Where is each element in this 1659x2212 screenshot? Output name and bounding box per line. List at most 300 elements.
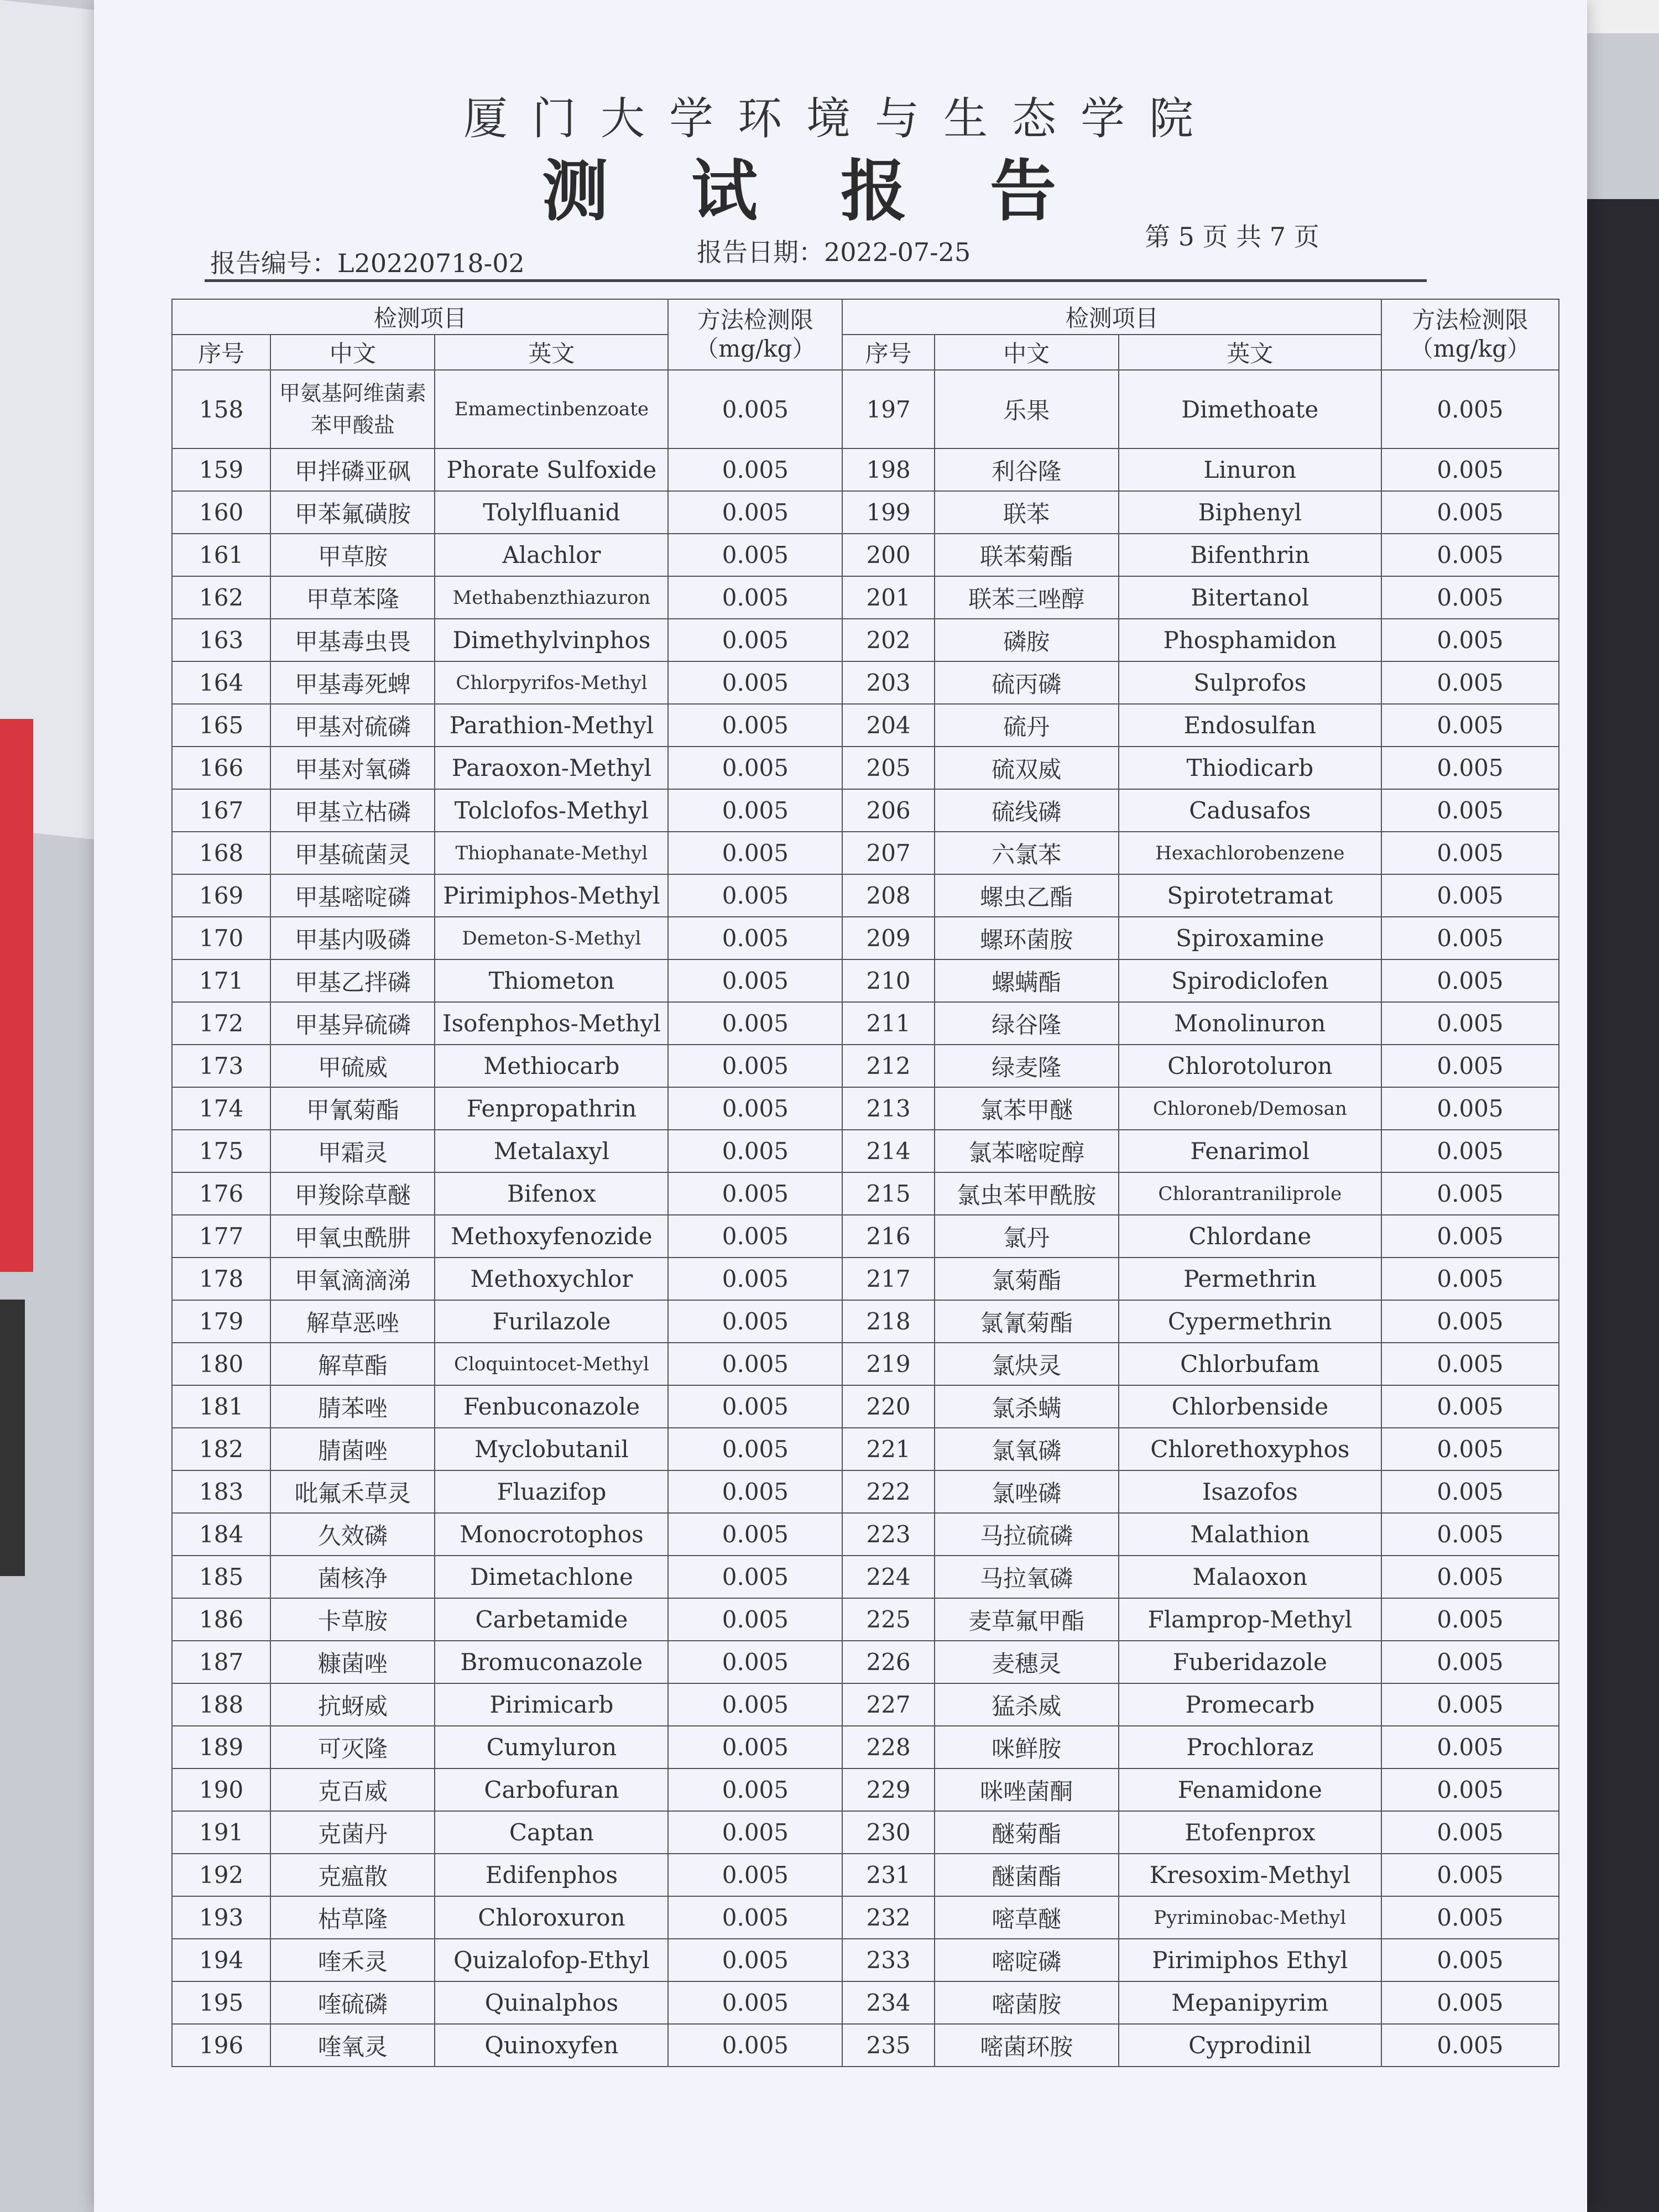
detection-limit: 0.005 [668,1470,842,1513]
detection-limit: 0.005 [668,1854,842,1896]
english-name: Fenbuconazole [435,1385,668,1428]
chinese-name: 联苯 [935,491,1119,534]
chinese-name: 麦穗灵 [935,1641,1119,1683]
detection-limit: 0.005 [668,1300,842,1343]
chinese-name: 磷胺 [935,619,1119,661]
row-number: 202 [842,619,934,661]
row-number: 170 [172,917,270,959]
english-name: Chlorotoluron [1119,1045,1381,1087]
table-row [172,1385,1559,1428]
chinese-name: 嘧草醚 [935,1896,1119,1939]
chinese-name: 利谷隆 [935,448,1119,491]
row-number: 173 [172,1045,270,1087]
row-number: 176 [172,1172,270,1215]
detection-limit: 0.005 [1381,1768,1559,1811]
detection-limit: 0.005 [1381,534,1559,576]
table-row [172,1598,1559,1641]
table-row [172,1172,1559,1215]
chinese-name: 喹硫磷 [270,1981,435,2024]
english-name: Thiophanate-Methyl [435,832,668,874]
row-number: 206 [842,789,934,832]
row-number: 208 [842,874,934,917]
detection-limit: 0.005 [1381,1428,1559,1470]
chinese-name: 嘧菌环胺 [935,2024,1119,2067]
chinese-name: 乐果 [935,370,1119,448]
detection-limit: 0.005 [668,491,842,534]
english-name: Promecarb [1119,1683,1381,1726]
english-name: Pyriminobac-Methyl [1119,1896,1381,1939]
row-number: 172 [172,1002,270,1045]
chinese-name: 腈菌唑 [270,1428,435,1470]
english-name: Pirimicarb [435,1683,668,1726]
detection-limit: 0.005 [1381,1556,1559,1598]
detection-limit: 0.005 [668,1768,842,1811]
chinese-name: 甲草胺 [270,534,435,576]
detection-limit: 0.005 [668,1172,842,1215]
row-number: 161 [172,534,270,576]
english-name: Carbofuran [435,1768,668,1811]
limit-header-unit: （mg/kg） [695,335,816,362]
detection-limit: 0.005 [668,1896,842,1939]
report-number: 报告编号：L20220718-02 [210,248,525,278]
detection-limit: 0.005 [668,1641,842,1683]
row-number: 160 [172,491,270,534]
col-cn-header: 中文 [935,335,1119,370]
chinese-name: 麦草氟甲酯 [935,1598,1119,1641]
table-row [172,1428,1559,1470]
report-title: 测试报告 [542,152,1139,230]
row-number: 220 [842,1385,934,1428]
english-name: Dimetachlone [435,1556,668,1598]
detection-limit: 0.005 [1381,448,1559,491]
limit-header-label: 方法检测限 [697,306,813,333]
chinese-name: 克菌丹 [270,1811,435,1854]
detection-limit: 0.005 [668,619,842,661]
detection-limit: 0.005 [668,917,842,959]
detection-limit: 0.005 [668,534,842,576]
english-name: Isazofos [1119,1470,1381,1513]
table-row [172,789,1559,832]
chinese-name: 克瘟散 [270,1854,435,1896]
detection-limit: 0.005 [1381,1258,1559,1300]
row-number: 193 [172,1896,270,1939]
detection-limit: 0.005 [668,661,842,704]
english-name: Etofenprox [1119,1811,1381,1854]
row-number: 231 [842,1854,934,1896]
row-number: 167 [172,789,270,832]
row-number: 210 [842,959,934,1002]
row-number: 184 [172,1513,270,1556]
english-name: Dimethylvinphos [435,619,668,661]
row-number: 188 [172,1683,270,1726]
english-name: Bifenthrin [1119,534,1381,576]
chinese-name: 甲基毒死蜱 [270,661,435,704]
english-name: Chlordane [1119,1215,1381,1258]
limit-header-unit: （mg/kg） [1410,335,1531,362]
page-info: 第 5 页 共 7 页 [1145,222,1319,252]
detection-limit: 0.005 [668,789,842,832]
row-number: 194 [172,1939,270,1981]
detection-limit: 0.005 [668,1215,842,1258]
results-table [171,299,1559,2067]
row-number: 186 [172,1598,270,1641]
detection-limit: 0.005 [1381,1087,1559,1130]
english-name: Methoxyfenozide [435,1215,668,1258]
detection-limit: 0.005 [1381,1215,1559,1258]
chinese-name: 甲基对氧磷 [270,747,435,789]
detection-limit: 0.005 [1381,1470,1559,1513]
detection-limit: 0.005 [1381,1598,1559,1641]
detection-limit: 0.005 [1381,1300,1559,1343]
row-number: 171 [172,959,270,1002]
table-row [172,1726,1559,1768]
row-number: 204 [842,704,934,747]
chinese-name: 氯苯嘧啶醇 [935,1130,1119,1172]
detection-limit: 0.005 [668,959,842,1002]
table-row [172,917,1559,959]
row-number: 225 [842,1598,934,1641]
chinese-name: 醚菌酯 [935,1854,1119,1896]
chinese-name: 腈苯唑 [270,1385,435,1428]
detection-limit: 0.005 [668,1513,842,1556]
detection-limit: 0.005 [1381,491,1559,534]
english-name: Monocrotophos [435,1513,668,1556]
table-row [172,619,1559,661]
chinese-name: 甲草苯隆 [270,576,435,619]
col-no-header: 序号 [842,335,934,370]
table-row [172,874,1559,917]
limit-header-label: 方法检测限 [1412,306,1528,333]
col-en-header: 英文 [1119,335,1381,370]
detection-limit: 0.005 [668,832,842,874]
row-number: 187 [172,1641,270,1683]
detection-limit: 0.005 [668,1258,842,1300]
english-name: Chloroneb/Demosan [1119,1087,1381,1130]
english-name: Cumyluron [435,1726,668,1768]
chinese-name: 绿麦隆 [935,1045,1119,1087]
table-row [172,448,1559,491]
table-row [172,1130,1559,1172]
english-name: Cypermethrin [1119,1300,1381,1343]
detection-limit: 0.005 [668,1811,842,1854]
chinese-name: 六氯苯 [935,832,1119,874]
english-name: Methiocarb [435,1045,668,1087]
chinese-name: 氯唑磷 [935,1470,1119,1513]
english-name: Tolclofos-Methyl [435,789,668,832]
english-name: Metalaxyl [435,1130,668,1172]
english-name: Edifenphos [435,1854,668,1896]
row-number: 211 [842,1002,934,1045]
english-name: Pirimiphos Ethyl [1119,1939,1381,1981]
row-number: 233 [842,1939,934,1981]
table-row [172,832,1559,874]
chinese-name: 甲基毒虫畏 [270,619,435,661]
chinese-name: 甲基乙拌磷 [270,959,435,1002]
chinese-name: 甲硫威 [270,1045,435,1087]
table-row [172,1768,1559,1811]
english-name: Bifenox [435,1172,668,1215]
header-rule [205,279,1427,282]
chinese-name: 氯虫苯甲酰胺 [935,1172,1119,1215]
detection-limit: 0.005 [1381,370,1559,448]
row-number: 175 [172,1130,270,1172]
detection-limit: 0.005 [668,1598,842,1641]
detection-limit: 0.005 [1381,1726,1559,1768]
detection-limit: 0.005 [668,1385,842,1428]
detection-limit: 0.005 [668,370,842,448]
row-number: 179 [172,1300,270,1343]
detection-limit: 0.005 [1381,747,1559,789]
row-number: 181 [172,1385,270,1428]
table-row [172,661,1559,704]
english-name: Spirodiclofen [1119,959,1381,1002]
table-row [172,959,1559,1002]
table-row [172,2024,1559,2067]
english-name: Monolinuron [1119,1002,1381,1045]
chinese-name: 绿谷隆 [935,1002,1119,1045]
english-name: Quinalphos [435,1981,668,2024]
english-name: Endosulfan [1119,704,1381,747]
table-row [172,1300,1559,1343]
chinese-name: 氯氧磷 [935,1428,1119,1470]
detection-limit: 0.005 [1381,917,1559,959]
detection-limit: 0.005 [668,2024,842,2067]
detection-limit: 0.005 [668,1939,842,1981]
row-number: 174 [172,1087,270,1130]
chinese-name: 甲基异硫磷 [270,1002,435,1045]
chinese-name: 菌核净 [270,1556,435,1598]
row-number: 216 [842,1215,934,1258]
table-row [172,370,1559,448]
chinese-name: 硫线磷 [935,789,1119,832]
english-name: Cadusafos [1119,789,1381,832]
chinese-name: 甲基内吸磷 [270,917,435,959]
row-number: 197 [842,370,934,448]
row-number: 196 [172,2024,270,2067]
detection-limit: 0.005 [1381,1641,1559,1683]
detection-limit: 0.005 [1381,661,1559,704]
table-row [172,1258,1559,1300]
row-number: 199 [842,491,934,534]
row-number: 159 [172,448,270,491]
row-number: 234 [842,1981,934,2024]
chinese-name: 嘧啶磷 [935,1939,1119,1981]
row-number: 164 [172,661,270,704]
chinese-name: 氯杀螨 [935,1385,1119,1428]
detection-limit: 0.005 [1381,1939,1559,1981]
row-number: 230 [842,1811,934,1854]
row-number: 162 [172,576,270,619]
right-limit-header [1381,299,1559,370]
detection-limit: 0.005 [1381,789,1559,832]
detection-limit: 0.005 [1381,2024,1559,2067]
table-row [172,1513,1559,1556]
english-name: Alachlor [435,534,668,576]
row-number: 224 [842,1556,934,1598]
table-row [172,1045,1559,1087]
table-row [172,1556,1559,1598]
detection-limit: 0.005 [1381,874,1559,917]
table-body [172,370,1559,2067]
english-name: Quizalofop-Ethyl [435,1939,668,1981]
chinese-name: 解草恶唑 [270,1300,435,1343]
detection-limit: 0.005 [668,1726,842,1768]
english-name: Mepanipyrim [1119,1981,1381,2024]
english-name: Hexachlorobenzene [1119,832,1381,874]
chinese-name: 喹禾灵 [270,1939,435,1981]
chinese-name: 螺虫乙酯 [935,874,1119,917]
table-row [172,1854,1559,1896]
detection-limit: 0.005 [668,1045,842,1087]
row-number: 209 [842,917,934,959]
table-subheader-row [172,335,1559,370]
detection-limit: 0.005 [668,747,842,789]
english-name: Chlorbufam [1119,1343,1381,1385]
english-name: Spirotetramat [1119,874,1381,917]
row-number: 177 [172,1215,270,1258]
english-name: Quinoxyfen [435,2024,668,2067]
chinese-name: 可灭隆 [270,1726,435,1768]
row-number: 203 [842,661,934,704]
chinese-name: 氯丹 [935,1215,1119,1258]
english-name: Sulprofos [1119,661,1381,704]
chinese-name: 联苯菊酯 [935,534,1119,576]
row-number: 218 [842,1300,934,1343]
english-name: Pirimiphos-Methyl [435,874,668,917]
table-row [172,1215,1559,1258]
detection-limit: 0.005 [1381,1811,1559,1854]
chinese-name: 螺环菌胺 [935,917,1119,959]
detection-limit: 0.005 [668,704,842,747]
chinese-name: 枯草隆 [270,1896,435,1939]
row-number: 182 [172,1428,270,1470]
english-name: Furilazole [435,1300,668,1343]
row-number: 191 [172,1811,270,1854]
table-row [172,576,1559,619]
english-name: Biphenyl [1119,491,1381,534]
english-name: Chlorbenside [1119,1385,1381,1428]
row-number: 229 [842,1768,934,1811]
table-row [172,1087,1559,1130]
row-number: 221 [842,1428,934,1470]
english-name: Chlorethoxyphos [1119,1428,1381,1470]
chinese-name: 甲羧除草醚 [270,1172,435,1215]
english-name: Methabenzthiazuron [435,576,668,619]
english-name: Paraoxon-Methyl [435,747,668,789]
detection-limit: 0.005 [1381,1854,1559,1896]
row-number: 178 [172,1258,270,1300]
chinese-name: 甲基硫菌灵 [270,832,435,874]
table-row [172,704,1559,747]
chinese-name: 硫双威 [935,747,1119,789]
row-number: 168 [172,832,270,874]
english-name: Phosphamidon [1119,619,1381,661]
table-row [172,747,1559,789]
detection-limit: 0.005 [668,874,842,917]
row-number: 217 [842,1258,934,1300]
chinese-name: 克百威 [270,1768,435,1811]
english-name: Myclobutanil [435,1428,668,1470]
row-number: 213 [842,1087,934,1130]
detection-limit: 0.005 [1381,1343,1559,1385]
chinese-name: 甲基对硫磷 [270,704,435,747]
english-name: Malaoxon [1119,1556,1381,1598]
chinese-name: 糠菌唑 [270,1641,435,1683]
english-name: Kresoxim-Methyl [1119,1854,1381,1896]
row-number: 158 [172,370,270,448]
detection-limit: 0.005 [1381,1172,1559,1215]
english-name: Emamectinbenzoate [435,370,668,448]
background-red-object [0,719,33,1272]
row-number: 215 [842,1172,934,1215]
table-row [172,491,1559,534]
detection-limit: 0.005 [1381,576,1559,619]
detection-limit: 0.005 [1381,1896,1559,1939]
english-name: Flamprop-Methyl [1119,1598,1381,1641]
english-name: Methoxychlor [435,1258,668,1300]
col-cn-header: 中文 [270,335,435,370]
chinese-name: 甲氰菊酯 [270,1087,435,1130]
english-name: Prochloraz [1119,1726,1381,1768]
chinese-name: 甲霜灵 [270,1130,435,1172]
detection-limit: 0.005 [668,1002,842,1045]
detection-limit: 0.005 [1381,1981,1559,2024]
english-name: Tolylfluanid [435,491,668,534]
english-name: Chlorpyrifos-Methyl [435,661,668,704]
detection-limit: 0.005 [1381,1683,1559,1726]
row-number: 192 [172,1854,270,1896]
row-number: 198 [842,448,934,491]
detection-limit: 0.005 [668,1428,842,1470]
row-number: 183 [172,1470,270,1513]
detection-limit: 0.005 [1381,1002,1559,1045]
chinese-name: 吡氟禾草灵 [270,1470,435,1513]
chinese-name: 解草酯 [270,1343,435,1385]
row-number: 232 [842,1896,934,1939]
detection-limit: 0.005 [668,576,842,619]
english-name: Spiroxamine [1119,917,1381,959]
table-row [172,1981,1559,2024]
chinese-name: 甲基嘧啶磷 [270,874,435,917]
row-number: 165 [172,704,270,747]
english-name: Fuberidazole [1119,1641,1381,1683]
detection-limit: 0.005 [1381,1385,1559,1428]
english-name: Chlorantraniliprole [1119,1172,1381,1215]
report-page [94,0,1587,2212]
row-number: 190 [172,1768,270,1811]
detection-limit: 0.005 [668,448,842,491]
row-number: 235 [842,2024,934,2067]
english-name: Isofenphos-Methyl [435,1002,668,1045]
chinese-name: 氯菊酯 [935,1258,1119,1300]
table-row [172,1343,1559,1385]
detection-limit: 0.005 [668,1683,842,1726]
right-group-header: 检测项目 [842,299,1381,335]
english-name: Malathion [1119,1513,1381,1556]
chinese-name: 甲氧虫酰肼 [270,1215,435,1258]
row-number: 227 [842,1683,934,1726]
col-no-header: 序号 [172,335,270,370]
chinese-name: 喹氧灵 [270,2024,435,2067]
english-name: Permethrin [1119,1258,1381,1300]
chinese-name: 联苯三唑醇 [935,576,1119,619]
background-dark-object [0,1300,25,1576]
english-name: Demeton-S-Methyl [435,917,668,959]
english-name: Phorate Sulfoxide [435,448,668,491]
table-row [172,1470,1559,1513]
row-number: 222 [842,1470,934,1513]
english-name: Cyprodinil [1119,2024,1381,2067]
